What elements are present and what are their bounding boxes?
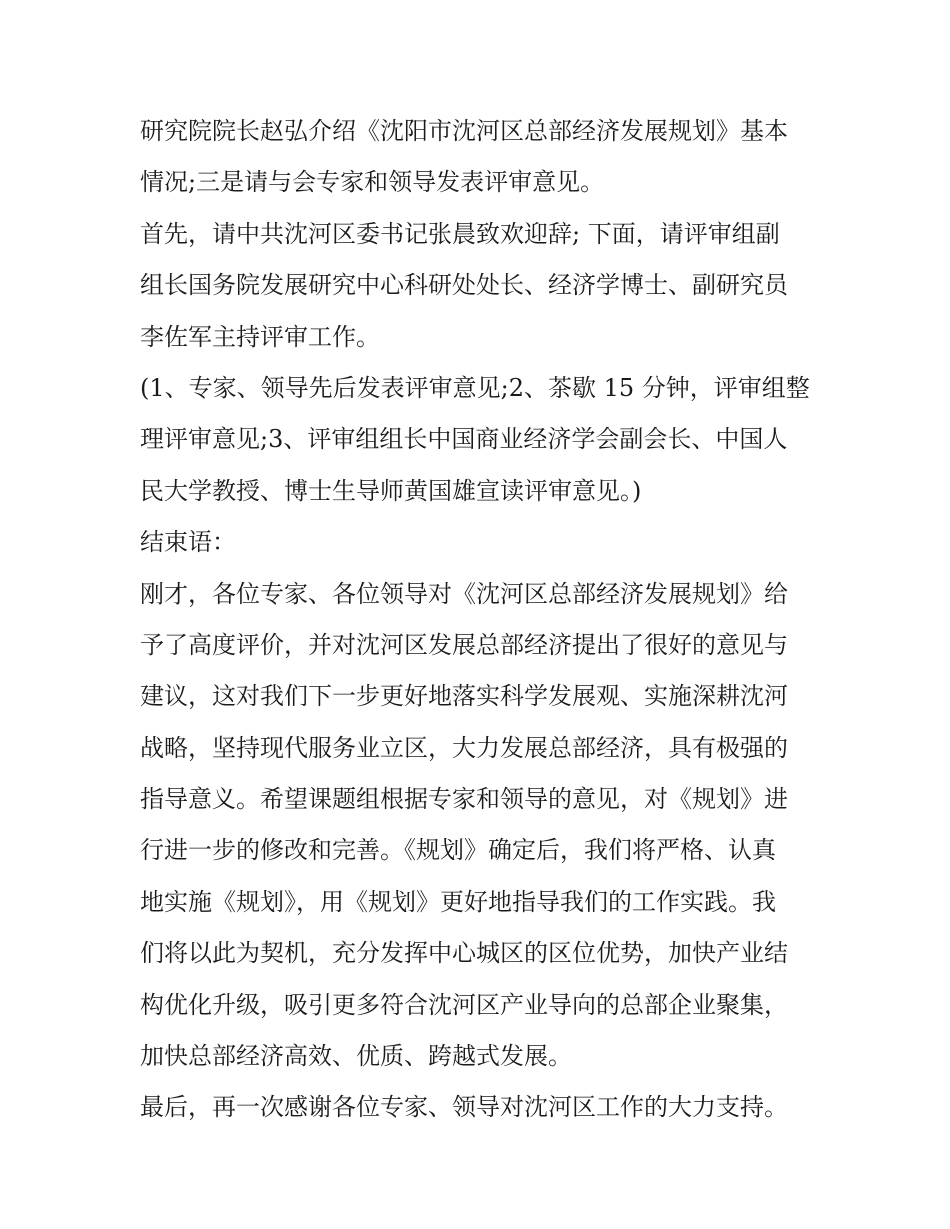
text-line: 指导意义。希望课题组根据专家和领导的意见，对《规划》进 (140, 785, 788, 814)
body-text (140, 106, 820, 1134)
text-line: 刚才，各位专家、各位领导对《沈河区总部经济发展规划》给 (140, 579, 788, 608)
text-line: 最后，再一次感谢各位专家、领导对沈河区工作的大力支持。 (140, 1093, 788, 1122)
text-line: 李佐军主持评审工作。 (140, 322, 380, 351)
text-line: 战略，坚持现代服务业立区，大力发展总部经济，具有极强的 (140, 733, 788, 762)
text-line: 行进一步的修改和完善。《规划》确定后，我们将严格、认真 (140, 836, 776, 865)
section-heading: 结束语： (140, 528, 236, 557)
text-line: 们将以此为契机，充分发挥中心城区的区位优势，加快产业结 (140, 939, 788, 968)
text-line: 研究院院长赵弘介绍《沈阳市沈河区总部经济发展规划》基本 (140, 117, 788, 145)
text-line: (1、专家、领导先后发表评审意见;2、茶歇 15 分钟，评审组整 (140, 373, 810, 402)
text-line: 加快总部经济高效、优质、跨越式发展。 (140, 1042, 572, 1071)
text-line: 理评审意见;3、评审组组长中国商业经济学会副会长、中国人 (140, 425, 788, 454)
text-line: 民大学教授、博士生导师黄国雄宣读评审意见。) (140, 476, 642, 505)
text-line: 予了高度评价，并对沈河区发展总部经济提出了很好的意见与 (140, 630, 788, 659)
text-line: 建议，这对我们下一步更好地落实科学发展观、实施深耕沈河 (140, 682, 788, 711)
text-line: 首先，请中共沈河区委书记张晨致欢迎辞; 下面，请评审组副 (140, 219, 780, 248)
text-line: 组长国务院发展研究中心科研处处长、经济学博士、副研究员 (140, 271, 788, 300)
text-line: 情况;三是请与会专家和领导发表评审意见。 (140, 168, 605, 197)
text-line: 构优化升级，吸引更多符合沈河区产业导向的总部企业聚集， (140, 990, 788, 1019)
text-line: 地实施《规划》，用《规划》更好地指导我们的工作实践。我 (140, 887, 776, 916)
